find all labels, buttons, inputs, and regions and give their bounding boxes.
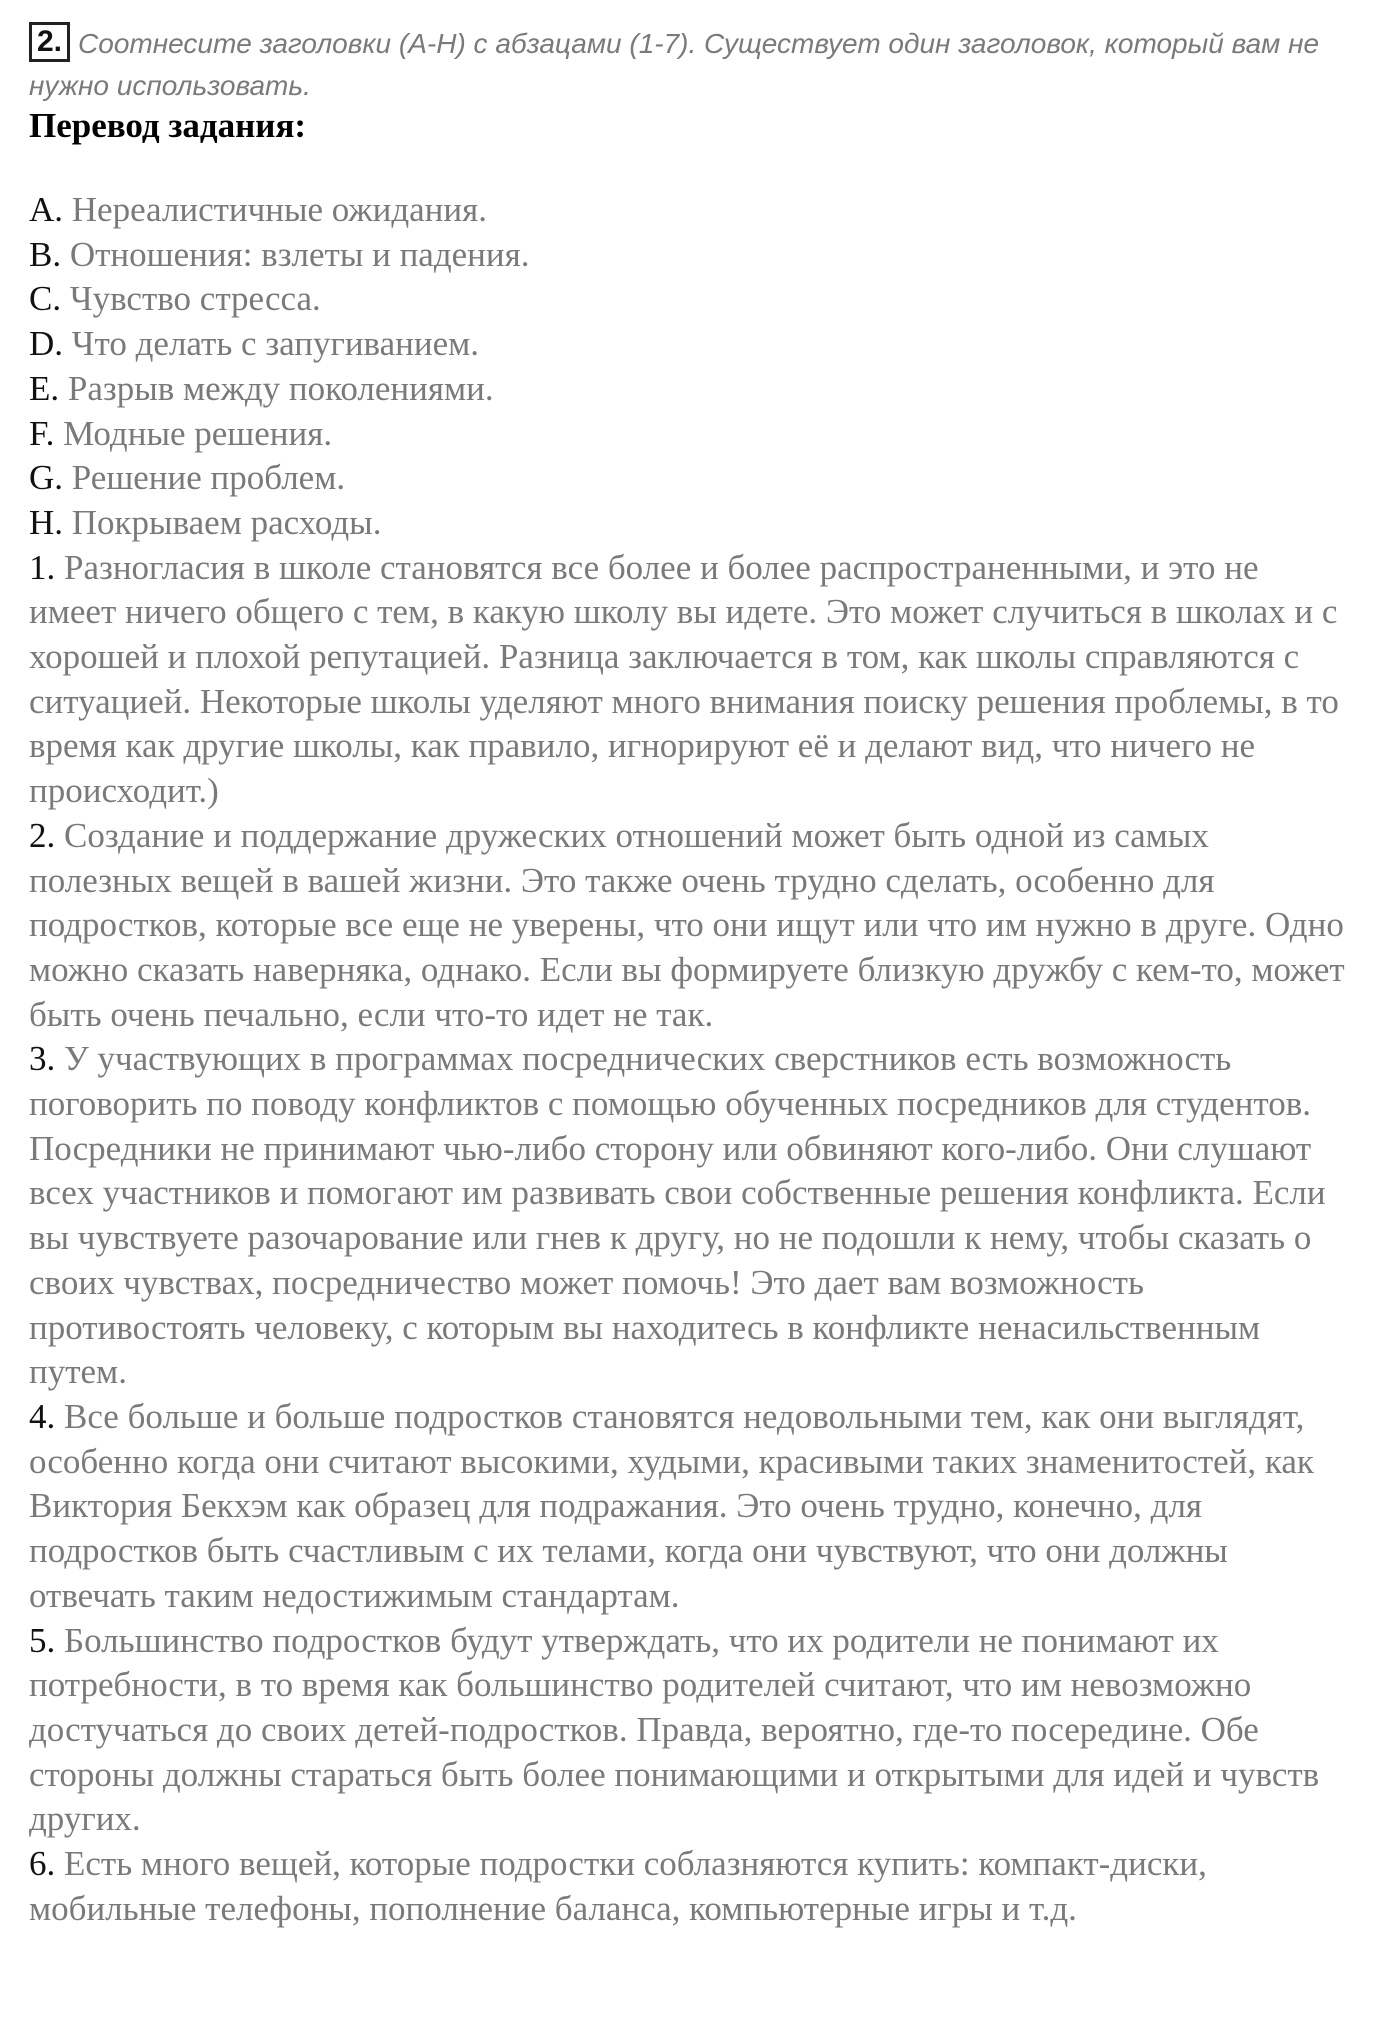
heading-text: Отношения: взлеты и падения. <box>69 234 530 274</box>
heading-item-g <box>29 456 1359 501</box>
heading-text: Модные решения. <box>63 413 333 453</box>
heading-item-c <box>29 277 1359 322</box>
paragraph-text: Все больше и больше подростков становятся недовольными тем, как они выглядят, особенно когда они считают высокими, худыми, красивыми таких знаменитостей, как Виктория Бекхэм как образец для подражания. Это очень трудно, конечно, для подростков быть счастливым с их телами, когда они чувствуют, что они должны отвечать таким недостижимым стандартам. <box>29 1396 1314 1615</box>
heading-text: Разрыв между поколениями. <box>67 368 494 408</box>
paragraph-text: Создание и поддержание дружеских отношений может быть одной из самых полезных вещей в вашей жизни. Это также очень трудно сделать, особенно для подростков, которые все еще не уверены, что они ищут или что им нужно в друге. Одно можно сказать наверняка, однако. Если вы формируете близкую дружбу с кем-то, может быть очень печально, если что-то идет не так. <box>29 815 1345 1034</box>
heading-letter: E. <box>29 368 60 408</box>
heading-text: Решение проблем. <box>71 458 346 498</box>
paragraph-6 <box>29 1842 1349 1931</box>
heading-item-f <box>29 412 1359 457</box>
task-number-box: 2. <box>29 22 70 62</box>
task-instruction-text: Соотнесите заголовки (A-H) с абзацами (1-7). Существует один заголовок, который вам не нужно использовать. <box>29 28 1320 101</box>
paragraph-3 <box>29 1037 1349 1395</box>
heading-item-d <box>29 322 1359 367</box>
heading-letter: H. <box>29 502 64 542</box>
heading-letter: C. <box>29 279 62 319</box>
heading-text: Нереалистичные ожидания. <box>71 190 487 229</box>
paragraph-number: 1. <box>29 547 56 587</box>
paragraph-text: Большинство подростков будут утверждать, что их родители не понимают их потребности, в то время как большинство родителей считают, что им невозможно достучаться до своих детей-подростков. Правда, вероятно, где-то посередине. Обе стороны должны стараться быть более понимающими и открытыми для идей и чувств других. <box>29 1620 1320 1839</box>
heading-item-b <box>29 233 1359 278</box>
paragraph-number: 5. <box>29 1620 56 1660</box>
paragraph-number: 6. <box>29 1844 56 1884</box>
heading-letter: B. <box>29 234 62 274</box>
paragraph-number: 4. <box>29 1396 56 1436</box>
heading-item-h <box>29 501 1359 546</box>
heading-letter: F. <box>29 413 55 453</box>
heading-text: Покрываем расходы. <box>71 502 382 542</box>
heading-letter: D. <box>29 324 64 364</box>
heading-item-e <box>29 367 1359 412</box>
paragraph-1 <box>29 546 1349 814</box>
paragraph-text: Есть много вещей, которые подростки соблазняются купить: компакт-диски, мобильные телефоны, пополнение баланса, компьютерные игры и т.д. <box>29 1844 1207 1928</box>
heading-letter: A. <box>29 190 64 229</box>
translation-title: Перевод задания: <box>29 106 307 145</box>
heading-text: Чувство стресса. <box>69 279 321 319</box>
heading-item-a <box>29 188 1359 233</box>
paragraph-text: У участвующих в программах посреднических сверстников есть возможность поговорить по поводу конфликтов с помощью обученных посредников для студентов. Посредники не принимают чью-либо сторону или обвиняют кого-либо. Они слушают всех участников и помогают им развивать свои собственные решения конфликта. Если вы чувствуете разочарование или гнев к другу, но не подошли к нему, чтобы сказать о своих чувствах, посредничество может помочь! Это дает вам возможность противостоять человеку, с которым вы находитесь в конфликте ненасильственным путем. <box>29 1039 1326 1392</box>
paragraph-2 <box>29 814 1349 1038</box>
paragraph-number: 2. <box>29 815 56 855</box>
paragraph-4 <box>29 1395 1349 1619</box>
translation-content <box>29 188 1359 1931</box>
heading-letter: G. <box>29 458 64 498</box>
paragraph-text: Разногласия в школе становятся все более и более распространенными, и это не имеет ничего общего с тем, в какую школу вы идете. Это может случиться в школах и с хорошей и плохой репутацией. Разница заключается в том, как школы справляются с ситуацией. Некоторые школы уделяют много внимания поиску решения проблемы, в то время как другие школы, как правило, игнорируют её и делают вид, что ничего не происходит.) <box>29 547 1339 811</box>
task-instruction <box>29 22 1329 107</box>
paragraph-number: 3. <box>29 1039 56 1079</box>
heading-text: Что делать с запугиванием. <box>71 324 480 364</box>
paragraph-5 <box>29 1619 1349 1843</box>
